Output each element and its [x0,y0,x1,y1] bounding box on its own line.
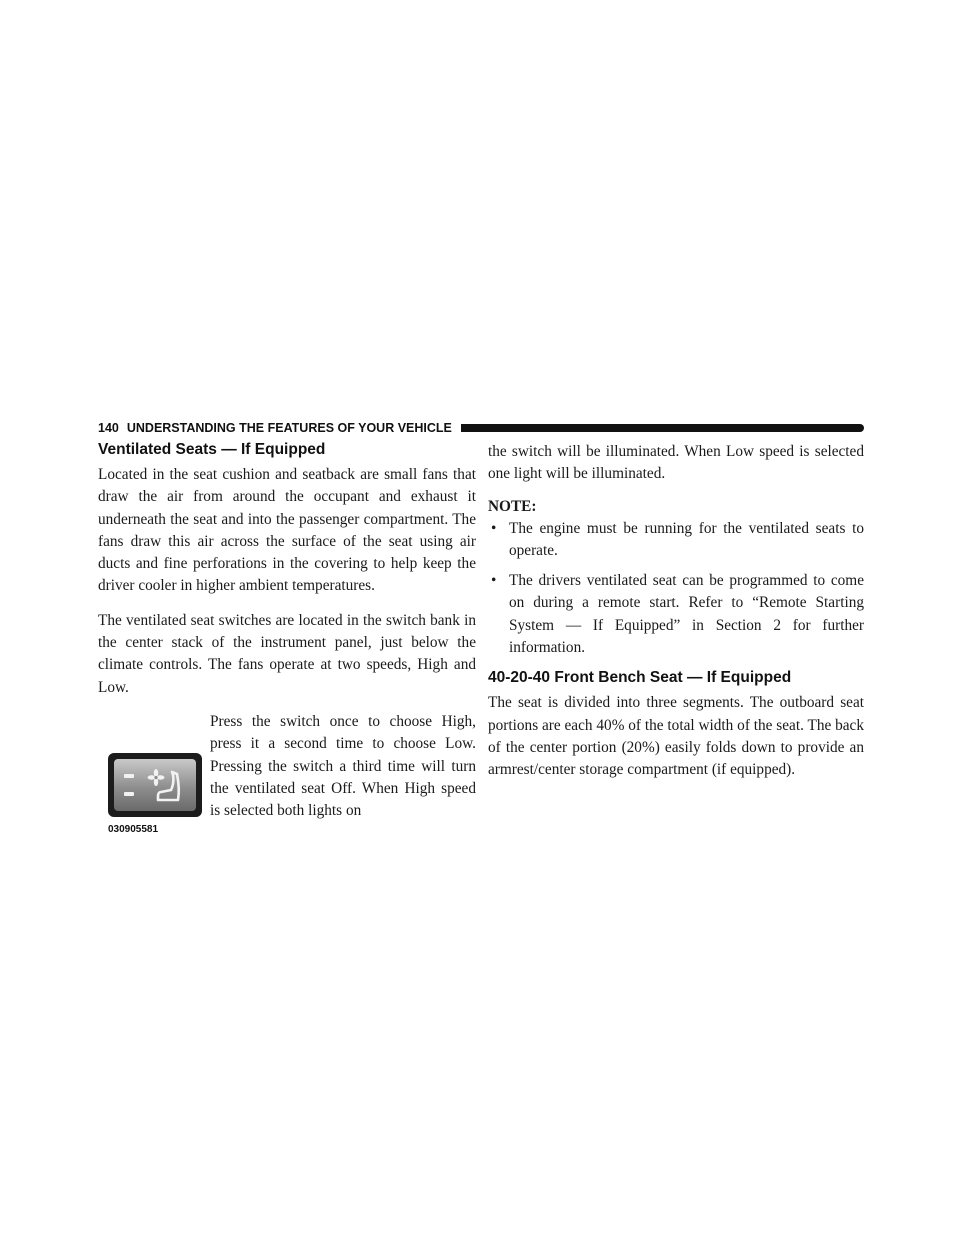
indicator-light-low [124,792,134,796]
page-number: 140 [98,421,119,435]
header-rule [461,424,864,432]
ventilated-paragraph-3-continued: the switch will be illuminated. When Low speed is selected one light will be illuminated. [488,443,864,483]
bench-seat-paragraph: The seat is divided into three segments. The outboard seat portions are each 40% of the total width of the seat. The back of the center portion (20%) easily folds down to provide an armrest/center storage compartment (if equipped). [488,694,864,779]
bullet-icon: • [491,572,497,590]
note-list [488,518,864,660]
note-item-text: The drivers ventilated seat can be programmed to come on during a remote start. Refer to “Remote Starting System — If Equipped” in Section 2 for further information. [509,572,864,657]
figure-side-text [210,711,476,845]
note-label: NOTE: [488,497,537,515]
ventilated-seat-switch-icon [108,753,202,817]
indicator-light-high [124,774,134,778]
bullet-icon: • [491,519,497,537]
note-item-text: The engine must be running for the ventilated seats to operate. [509,519,864,559]
left-column [98,441,476,845]
page-header [98,417,864,439]
figure-code: 030905581 [108,823,159,835]
fan-seat-icon [144,768,184,804]
switch-face [114,759,196,811]
ventilated-paragraph-3: Press the switch once to choose High, press it a second time to choose Low. Pressing the switch a third time will turn the ventilated seat Off. When High speed is selected both lights on [210,712,476,820]
right-column [488,441,864,794]
ventilated-seats-heading: Ventilated Seats — If Equipped [98,441,326,458]
note-item [488,570,864,659]
switch-figure-block [98,711,476,845]
note-item [488,518,864,563]
bench-seat-heading: 40-20-40 Front Bench Seat — If Equipped [488,669,792,687]
section-title: UNDERSTANDING THE FEATURES OF YOUR VEHICLE [126,421,452,435]
ventilated-paragraph-1: Located in the seat cushion and seatback are small fans that draw the air from around the occupant and exhaust it underneath the seat and into the passenger compartment. The fans draw this air across the surface of the seat using air ducts and fine perforations in the covering to help keep the driver cooler in higher ambient temperatures. [98,466,476,595]
ventilated-paragraph-2: The ventilated seat switches are located in the switch bank in the center stack of the instrument panel, just below the climate controls. The fans operate at two speeds, High and Low. [98,611,476,696]
switch-figure [98,711,210,845]
